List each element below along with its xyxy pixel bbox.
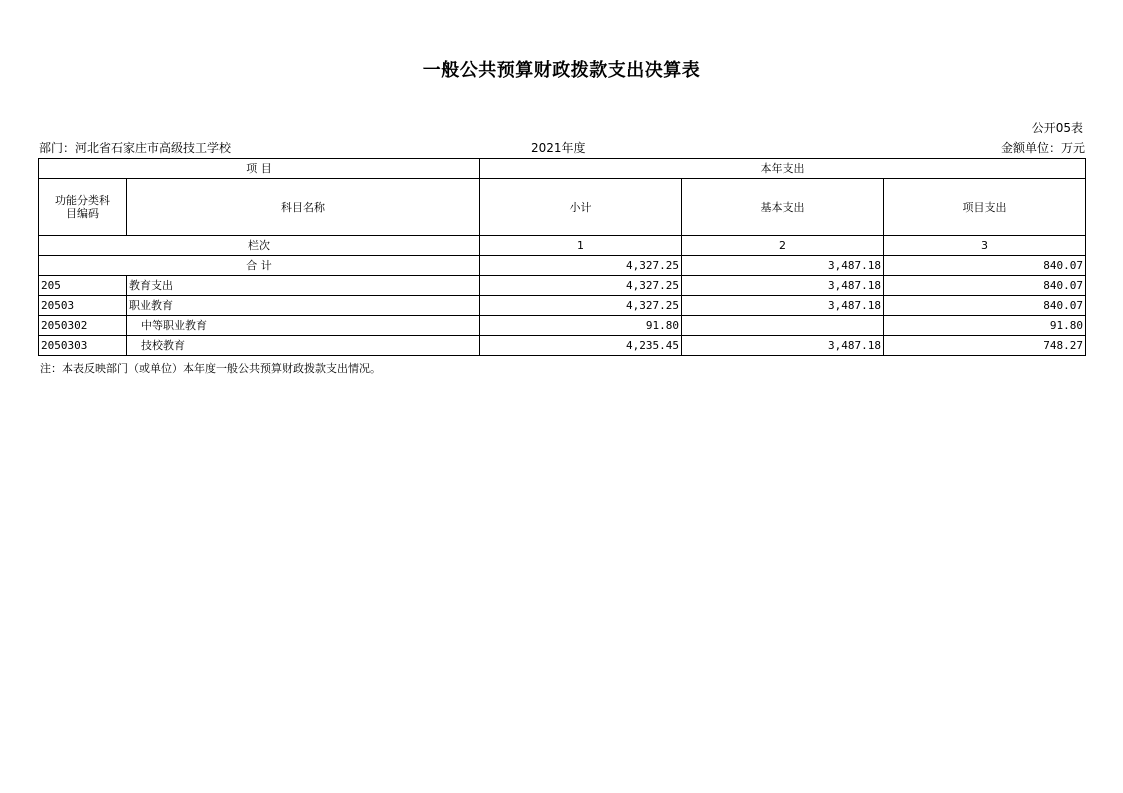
header-basic: 基本支出 xyxy=(682,179,884,236)
row-code: 205 xyxy=(39,276,127,296)
header-code-text: 功能分类科目编码 xyxy=(55,194,110,220)
table-row xyxy=(39,336,1086,356)
expenditure-table xyxy=(38,158,1086,356)
row-project: 840.07 xyxy=(884,296,1086,316)
report-meta-row xyxy=(39,139,1085,155)
row-project: 748.27 xyxy=(884,336,1086,356)
form-number: 公开05表 xyxy=(1031,121,1083,135)
fiscal-year-label: 2021年度 xyxy=(531,141,586,155)
header-item-cell xyxy=(39,159,480,179)
row-code: 2050302 xyxy=(39,316,127,336)
header-current-year: 本年支出 xyxy=(480,159,1086,179)
column-index-row xyxy=(39,236,1086,256)
total-label-left: 合 xyxy=(246,259,258,272)
table-header-row-2 xyxy=(39,179,1086,236)
row-name: 教育支出 xyxy=(127,276,480,296)
total-basic: 3,487.18 xyxy=(682,256,884,276)
report-title: 一般公共预算财政拨款支出决算表 xyxy=(422,60,701,81)
row-subtotal: 4,327.25 xyxy=(480,276,682,296)
column-index-2: 2 xyxy=(682,236,884,256)
column-index-label: 栏次 xyxy=(39,236,480,256)
row-project: 91.80 xyxy=(884,316,1086,336)
header-subtotal: 小计 xyxy=(480,179,682,236)
row-basic: 3,487.18 xyxy=(682,276,884,296)
header-item-right: 目 xyxy=(260,162,272,175)
table-row xyxy=(39,296,1086,316)
total-project: 840.07 xyxy=(884,256,1086,276)
table-row xyxy=(39,276,1086,296)
row-basic: 3,487.18 xyxy=(682,296,884,316)
total-label-right: 计 xyxy=(260,259,272,272)
total-label-cell xyxy=(39,256,480,276)
header-name: 科目名称 xyxy=(127,179,480,236)
total-row xyxy=(39,256,1086,276)
row-basic xyxy=(682,316,884,336)
header-item-left: 项 xyxy=(246,162,258,175)
header-code xyxy=(39,179,127,236)
department-label: 部门：河北省石家庄市高级技工学校 xyxy=(39,141,232,155)
row-name: 技校教育 xyxy=(127,336,480,356)
column-index-1: 1 xyxy=(480,236,682,256)
row-subtotal: 4,327.25 xyxy=(480,296,682,316)
total-subtotal: 4,327.25 xyxy=(480,256,682,276)
row-name: 中等职业教育 xyxy=(127,316,480,336)
row-subtotal: 4,235.45 xyxy=(480,336,682,356)
row-project: 840.07 xyxy=(884,276,1086,296)
table-header-row-1 xyxy=(39,159,1086,179)
column-index-3: 3 xyxy=(884,236,1086,256)
header-project: 项目支出 xyxy=(884,179,1086,236)
row-basic: 3,487.18 xyxy=(682,336,884,356)
row-code: 20503 xyxy=(39,296,127,316)
row-subtotal: 91.80 xyxy=(480,316,682,336)
row-name: 职业教育 xyxy=(127,296,480,316)
amount-unit-label: 金额单位：万元 xyxy=(1000,141,1085,155)
table-row xyxy=(39,316,1086,336)
row-code: 2050303 xyxy=(39,336,127,356)
footnote: 注：本表反映部门（或单位）本年度一般公共预算财政拨款支出情况。 xyxy=(40,362,381,375)
